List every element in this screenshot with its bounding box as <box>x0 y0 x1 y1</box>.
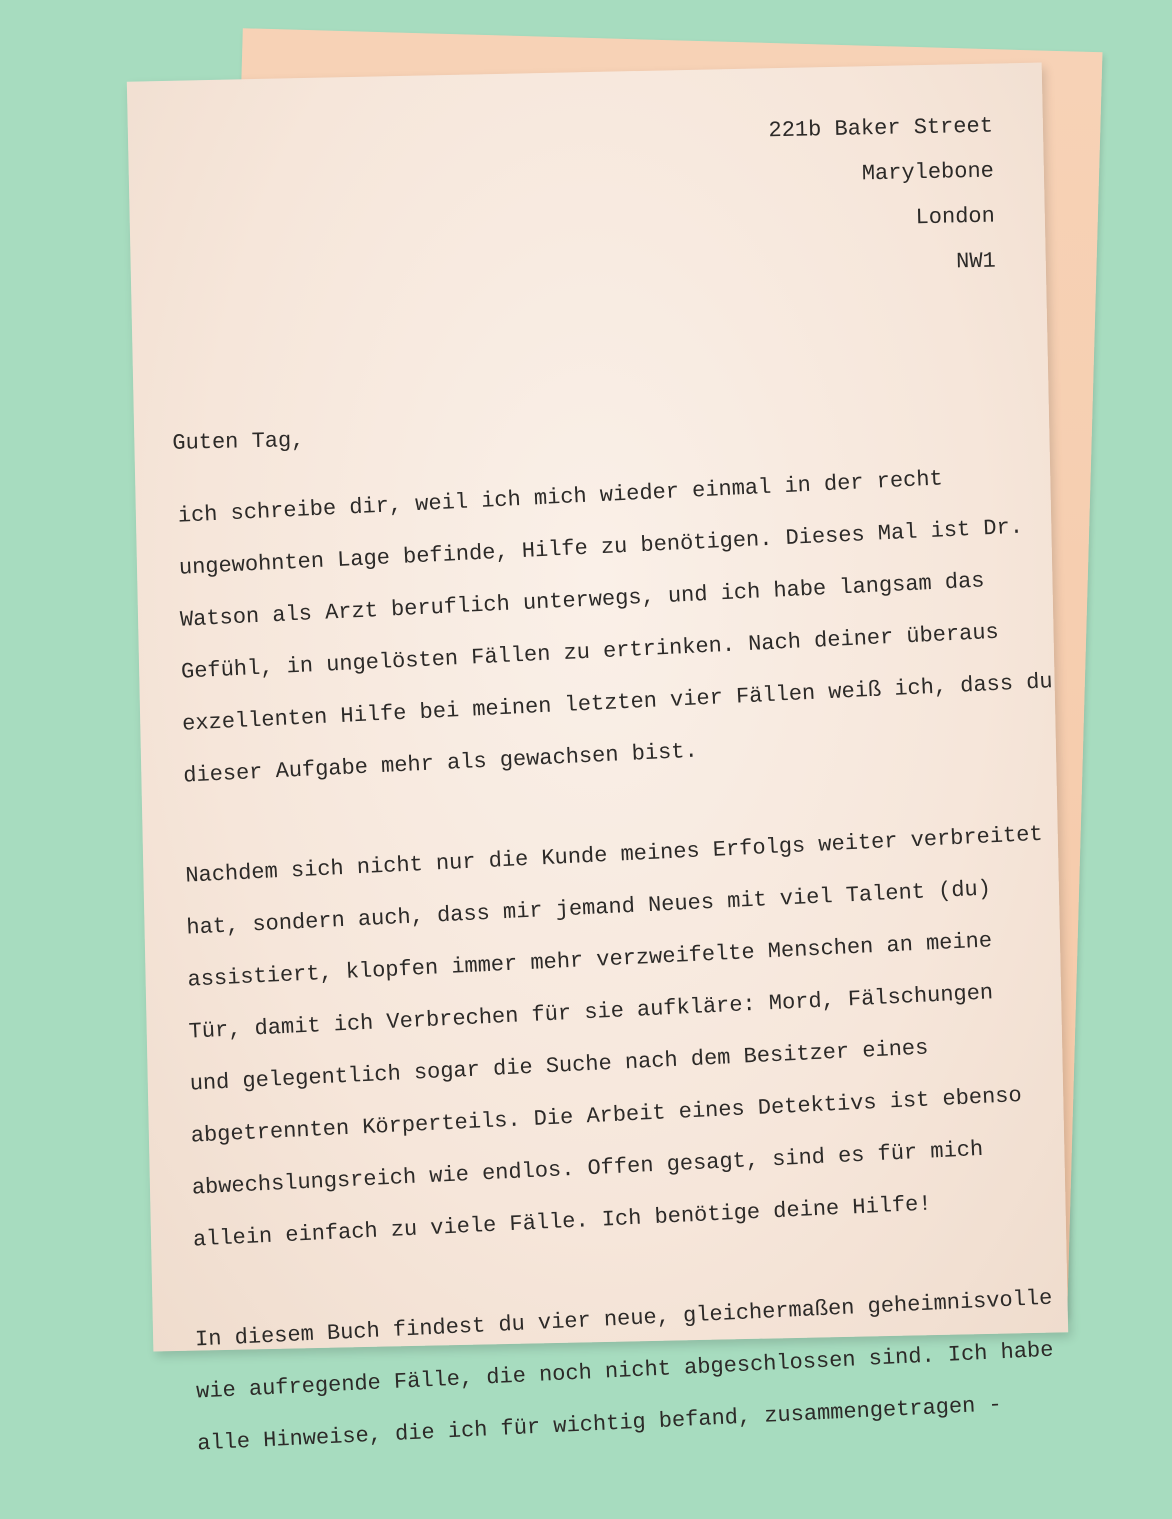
address-postcode: NW1 <box>955 248 997 275</box>
letter-greeting: Guten Tag, <box>172 428 305 456</box>
address-city: London <box>915 203 996 231</box>
address-block <box>768 104 996 289</box>
text-line: ungewohnten Lage befinde, Hilfe zu benötigen. Dieses Mal ist Dr. <box>178 514 1024 581</box>
text-line: Nachdem sich nicht nur die Kunde meines Erfolgs weiter verbreitet <box>184 821 1044 889</box>
text-line: In diesem Buch findest du vier neue, gleichermaßen geheimnisvolle <box>194 1285 1053 1353</box>
text-line: hat, sondern auch, dass mir jemand Neues mit viel Talent (du) <box>185 876 992 941</box>
text-line: abwechslungsreich wie endlos. Offen gesagt, sind es für mich <box>191 1136 984 1201</box>
text-line: abgetrennten Körperteils. Die Arbeit eines Detektivs ist ebenso <box>190 1082 1023 1149</box>
address-district: Marylebone <box>861 158 995 187</box>
text-line: assistiert, klopfen immer mehr verzweifelte Menschen an meine <box>187 928 993 993</box>
text-line: ich schreibe dir, weil ich mich wieder einmal in der recht <box>177 466 944 529</box>
text-line: dieser Aufgabe mehr als gewachsen bist. <box>182 738 699 789</box>
text-line: alle Hinweise, die ich für wichtig befand, zusammengetragen - <box>196 1392 1003 1457</box>
text-line: Gefühl, in ungelösten Fällen zu ertrinken. Nach deiner überaus <box>180 619 1000 685</box>
paragraph-1 <box>177 466 1054 803</box>
paragraph-2 <box>184 821 1064 1266</box>
letter-body <box>177 466 1068 1519</box>
text-line: wie aufregende Fälle, die noch nicht abgeschlossen sind. Ich habe <box>195 1337 1054 1405</box>
address-street: 221b Baker Street <box>768 113 994 144</box>
paragraph-3 <box>194 1285 1068 1470</box>
text-line: Tür, damit ich Verbrechen für sie aufkläre: Mord, Fälschungen <box>188 980 994 1045</box>
text-line: und gelegentlich sogar die Suche nach dem Besitzer eines <box>189 1035 929 1097</box>
text-line: exzellenten Hilfe bei meinen letzten vier Fällen weiß ich, dass du <box>181 669 1054 737</box>
text-line: allein einfach zu viele Fälle. Ich benötige deine Hilfe! <box>192 1191 933 1253</box>
letter-sheet <box>127 63 1068 1457</box>
text-line: Watson als Arzt beruflich unterwegs, und ich habe langsam das <box>179 568 986 633</box>
